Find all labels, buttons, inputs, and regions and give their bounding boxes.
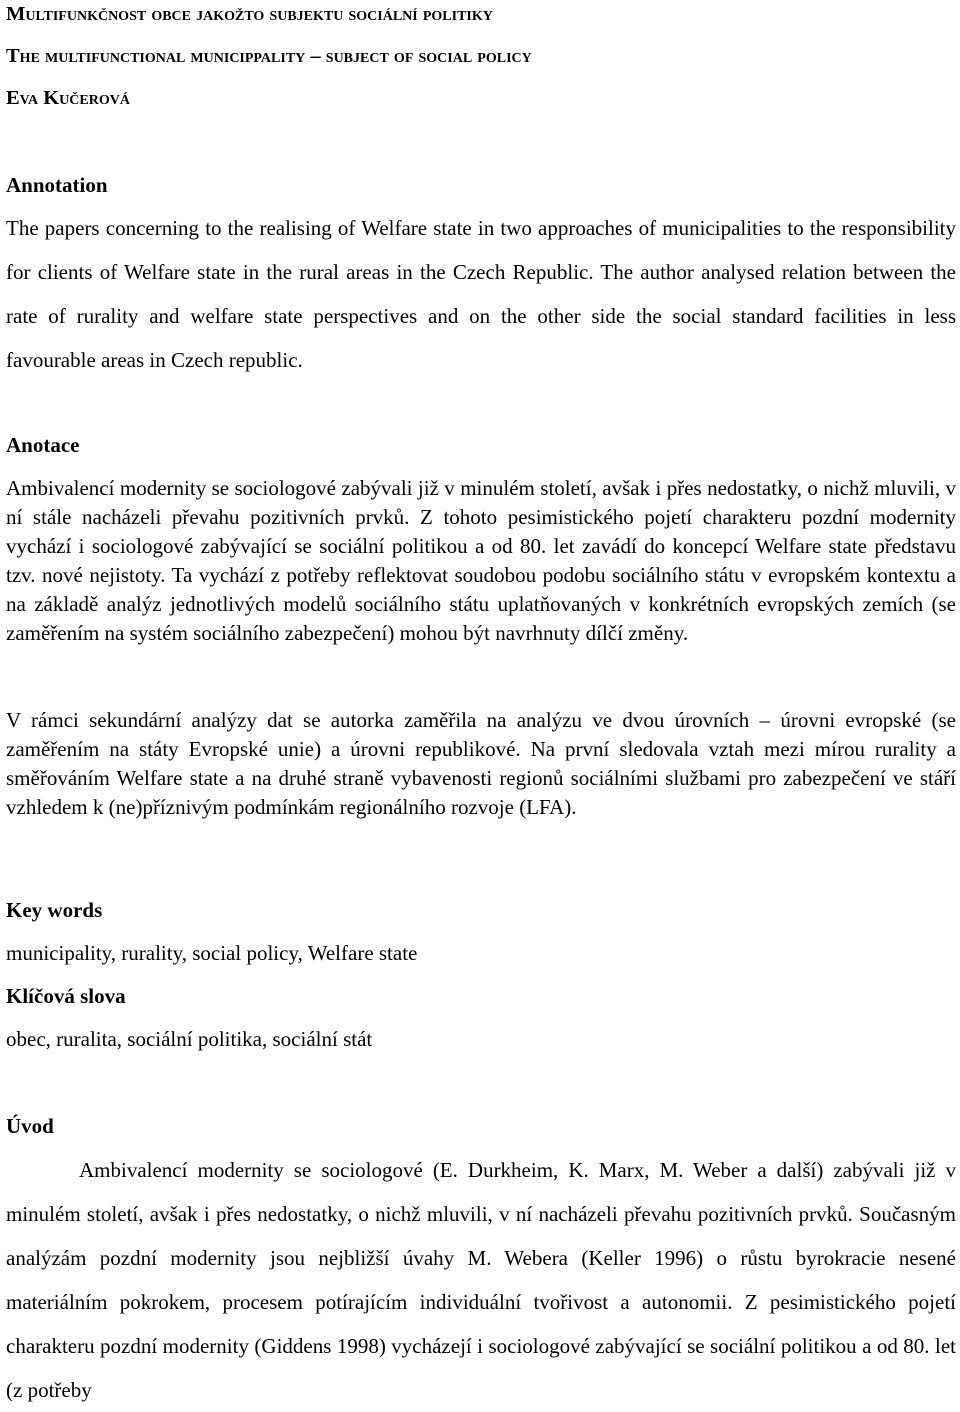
paper-title-czech: Multifunkčnost obce jakožto subjektu sociální politiky	[6, 3, 493, 25]
author-name: Eva Kučerová	[6, 87, 130, 109]
anotace-heading: Anotace	[6, 433, 80, 457]
klicova-slova-heading: Klíčová slova	[6, 984, 126, 1008]
annotation-text: The papers concerning to the realising of Welfare state in two approaches of municipalities to the responsibility for clients of Welfare state in the rural areas in the Czech Republic. The author analysed relation between the rate of rurality and welfare state perspectives and on the other side the social standard facilities in less favourable areas in Czech republic.	[6, 216, 956, 372]
annotation-heading: Annotation	[6, 173, 108, 197]
uvod-heading: Úvod	[6, 1114, 54, 1138]
keywords-heading: Key words	[6, 898, 103, 922]
paper-title-english: The multifunctional municippality – subject of social policy	[6, 45, 532, 67]
uvod-text: Ambivalencí modernity se sociologové (E. Durkheim, K. Marx, M. Weber a další) zabývali již v minulém století, avšak i přes nedostatky, o nichž mluvili, v ní nacházeli převahu pozitivních prvků. Současným analýzám pozdní modernity jsou nejbližší úvahy M. Webera (Keller 1996) o růstu byrokracie nesené materiálním pokrokem, procesem potírajícím individuální tvořivost a autonomii. Z pesimistického pojetí charakteru pozdní modernity (Giddens 1998) vycházejí i sociologové zabývající se sociální politikou a od 80. let (z potřeby	[6, 1158, 956, 1402]
anotace-paragraph-2: V rámci sekundární analýzy dat se autorka zaměřila na analýzu ve dvou úrovních – úrovni evropské (se zaměřením na státy Evropské unie) a úrovni republikové. Na první sledovala vztah mezi mírou rurality a směřováním Welfare state a na druhé straně vybavenosti regionů sociálními službami pro zabezpečení ve stáří vzhledem k (ne)příznivým podmínkám regionálního rozvoje (LFA).	[6, 708, 956, 819]
keywords-text: municipality, rurality, social policy, Welfare state	[6, 941, 418, 965]
anotace-paragraph-1: Ambivalencí modernity se sociologové zabývali již v minulém století, avšak i přes nedostatky, o nichž mluvili, v ní stále nacházeli převahu pozitivních prvků. Z tohoto pesimistického pojetí charakteru pozdní modernity vychází i sociologové zabývající se sociální politikou a od 80. let zavádí do koncepcí Welfare state představu tzv. nové nejistoty. Ta vychází z potřeby reflektovat soudobou podobu sociálního státu v evropském kontextu a na základě analýz jednotlivých modelů sociálního státu uplatňovaných v konkrétních evropských zemích (se zaměřením na systém sociálního zabezpečení) mohou být navrhnuty dílčí změny.	[6, 476, 956, 645]
klicova-slova-text: obec, ruralita, sociální politika, sociální stát	[6, 1027, 373, 1051]
